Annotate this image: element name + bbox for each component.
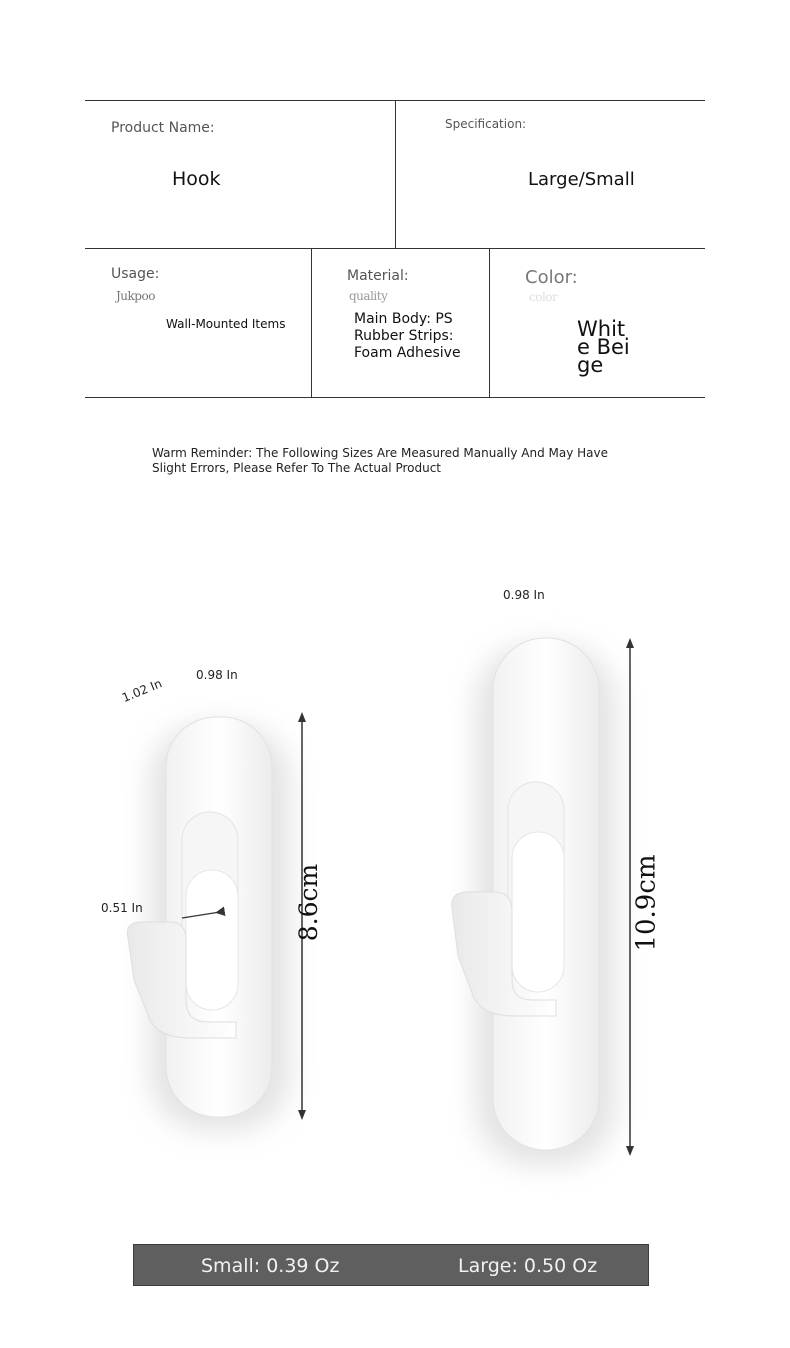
small-depth-label: 1.02 In xyxy=(120,676,164,705)
small-width-label: 0.98 In xyxy=(196,668,238,682)
usage-ghost-text: Jukpoo xyxy=(116,289,155,303)
measurement-reminder: Warm Reminder: The Following Sizes Are Measured Manually And May Have Slight Errors, Please Refer To The Actual Product xyxy=(152,446,609,475)
material-line: Main Body: PS xyxy=(354,311,453,327)
material-label: Material: xyxy=(347,268,409,284)
large-weight: Large: 0.50 Oz xyxy=(458,1255,598,1277)
usage-value: Wall-Mounted Items xyxy=(166,317,286,331)
product-name-label: Product Name: xyxy=(111,120,215,136)
material-value xyxy=(354,311,461,362)
material-line: Rubber Strips: xyxy=(354,328,454,344)
large-height-label: 10.9cm xyxy=(631,854,662,952)
material-line: Foam Adhesive xyxy=(354,345,461,361)
material-ghost-text: quality xyxy=(349,289,388,303)
specification-value: Large/Small xyxy=(528,169,635,190)
product-name-value: Hook xyxy=(172,168,221,190)
large-width-label: 0.98 In xyxy=(503,588,545,602)
table-bottom-rule xyxy=(85,397,705,398)
table-mid-rule xyxy=(85,248,705,249)
small-hook xyxy=(127,717,290,1130)
table-divider-3 xyxy=(489,248,490,397)
table-divider-1 xyxy=(395,100,396,248)
table-divider-2 xyxy=(311,248,312,397)
hooks-illustration xyxy=(0,560,790,1220)
small-height-label: 8.6cm xyxy=(294,863,324,942)
small-hook-label: 0.51 In xyxy=(101,901,143,915)
usage-label: Usage: xyxy=(111,266,160,282)
color-value: White Beige xyxy=(577,317,630,377)
color-label: Color: xyxy=(525,267,578,288)
weight-bar xyxy=(133,1244,649,1286)
large-hook xyxy=(452,638,616,1165)
specification-label: Specification: xyxy=(445,117,527,131)
small-weight: Small: 0.39 Oz xyxy=(201,1255,340,1277)
color-ghost-text: color xyxy=(529,290,558,304)
